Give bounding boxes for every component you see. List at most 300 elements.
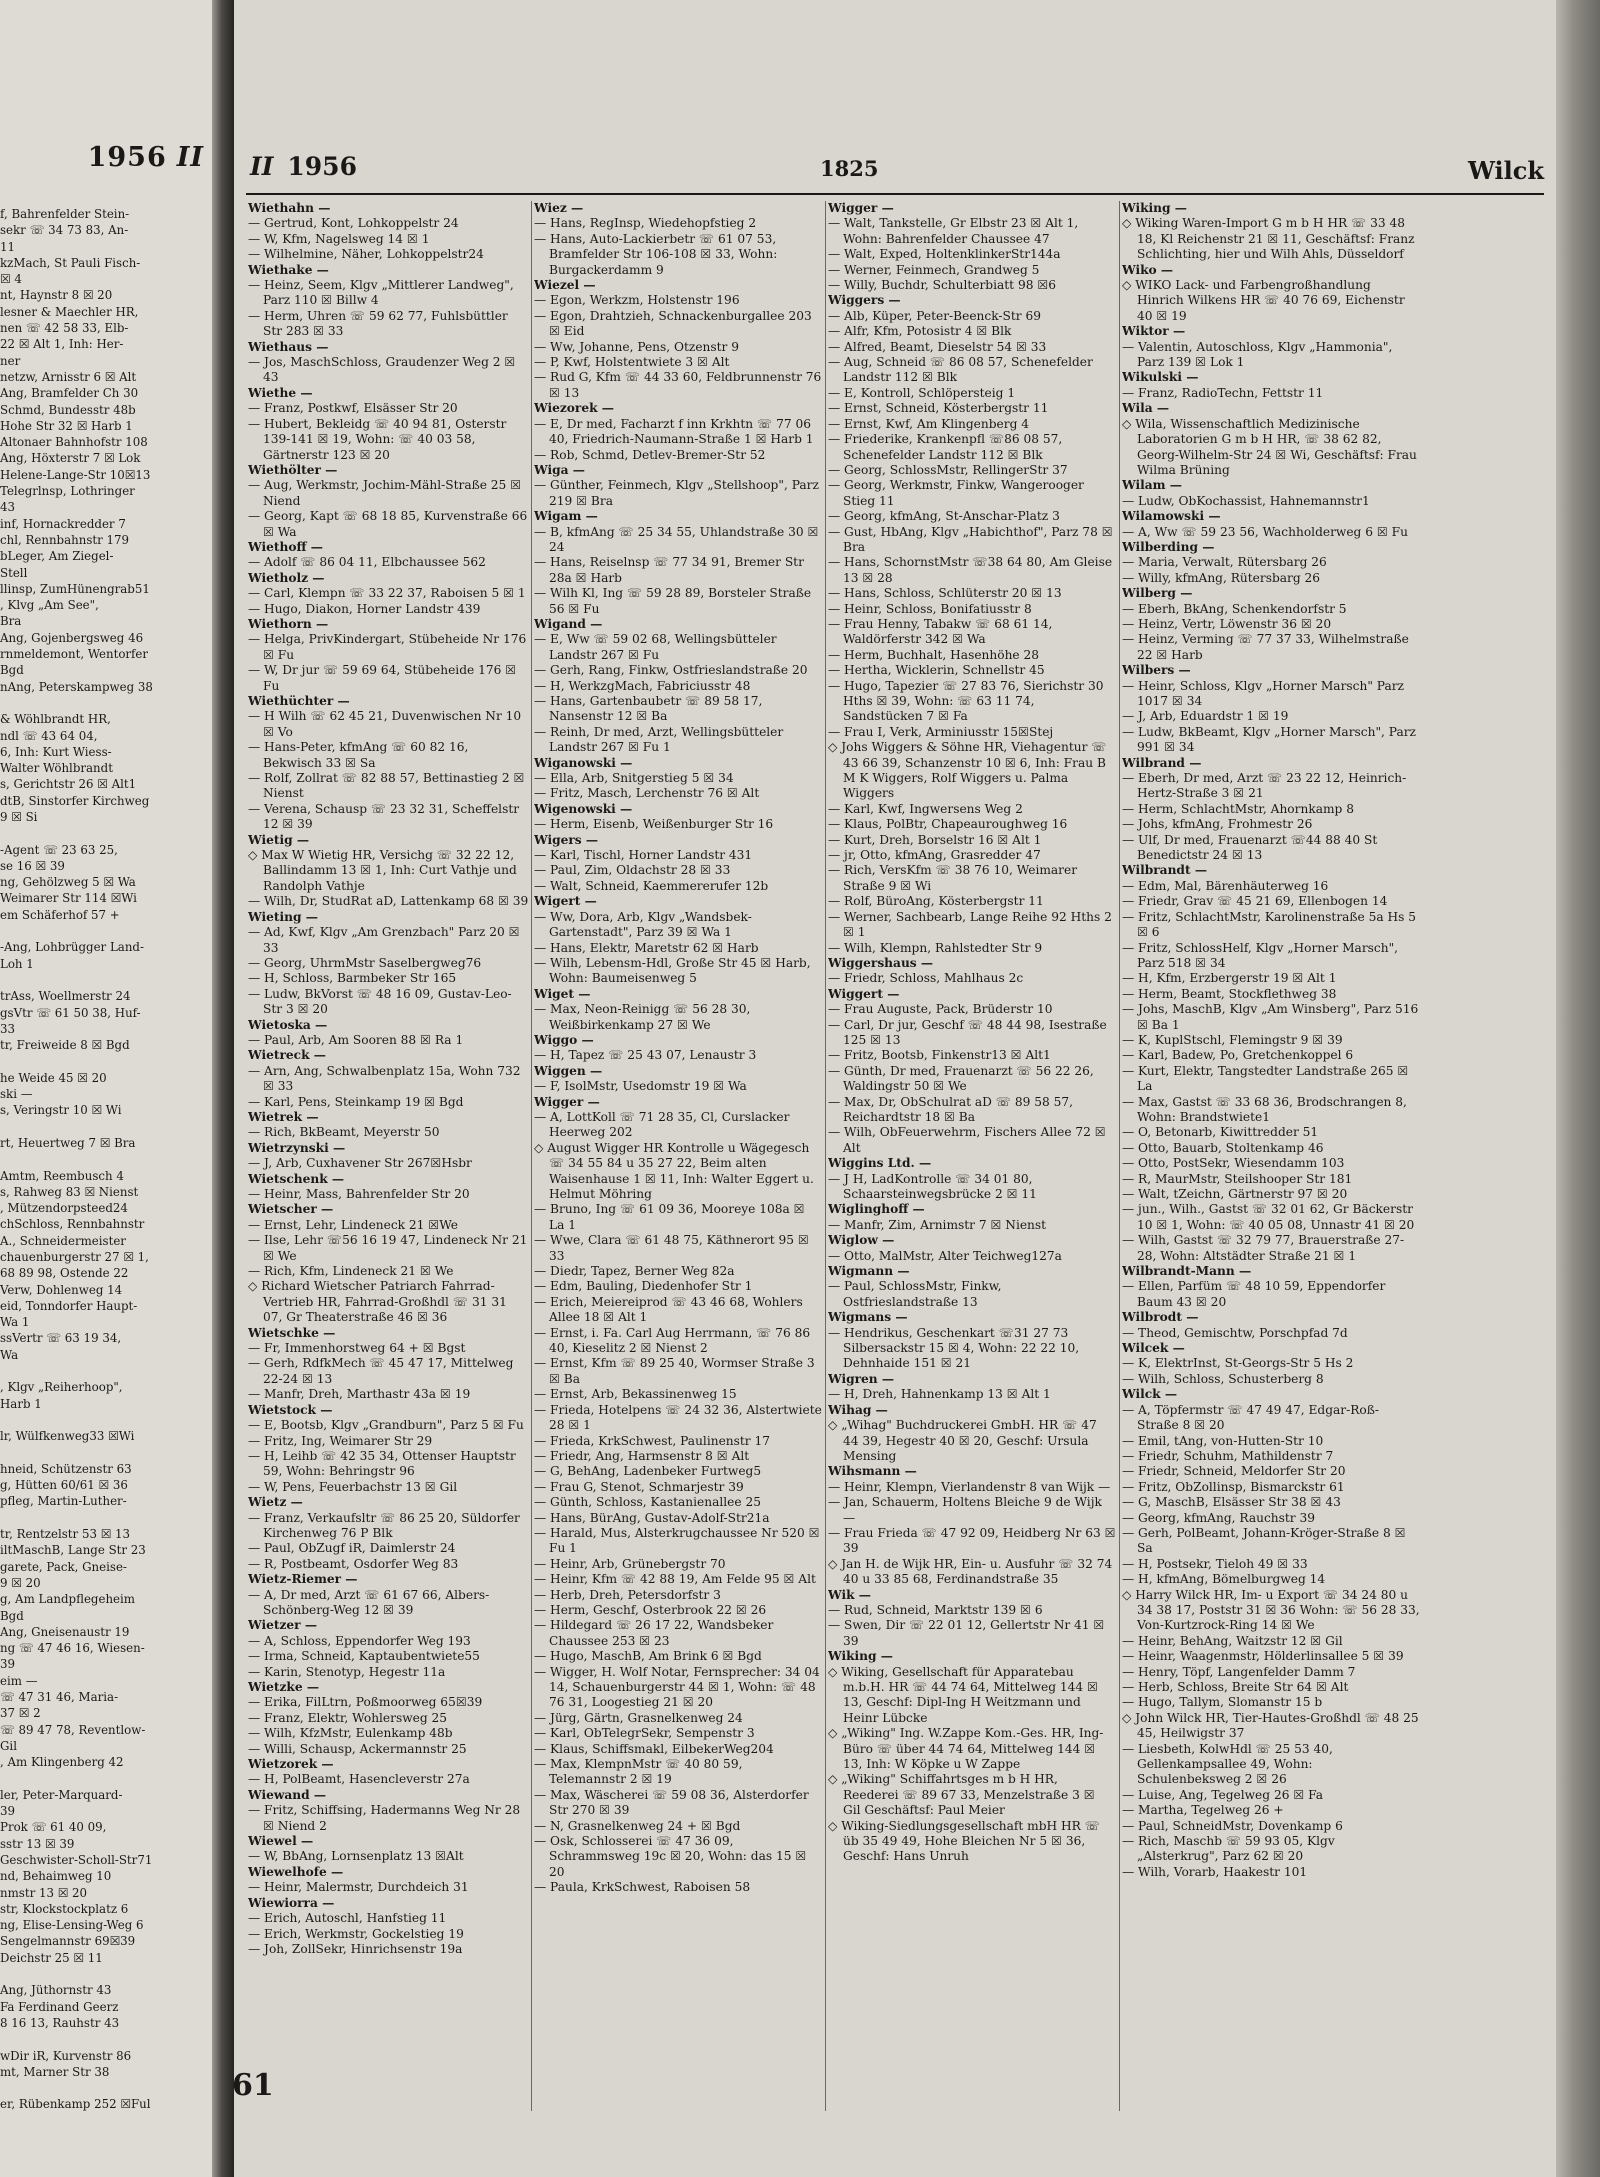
directory-entry: — Rolf, Zollrat ☏ 82 88 57, Bettinastieg 2 ☒ Nienst <box>248 771 525 801</box>
left-page-line <box>0 2080 210 2096</box>
surname-heading: Wiglow — <box>828 1233 895 1248</box>
surname-heading: Wiganowski — <box>534 755 633 770</box>
directory-entry: — Wilh, Schloss, Schusterberg 8 <box>1122 1371 1324 1386</box>
surname-heading: Wilbrand — <box>1122 755 1202 770</box>
directory-entry: — Max, Dr, ObSchulrat aD ☏ 89 58 57, Reichardtstr 18 ☒ Ba <box>828 1094 1074 1124</box>
left-page-line: pfleg, Martin-Luther- <box>0 1494 127 1509</box>
left-page-line: bLeger, Am Ziegel- <box>0 549 114 564</box>
directory-entry: — Rob, Schmd, Detlev-Bremer-Str 52 <box>534 447 766 462</box>
directory-entry: — Frieda, KrkSchwest, Paulinenstr 17 <box>534 1433 770 1448</box>
surname-heading: Wietig — <box>248 832 310 847</box>
left-page-line: lr, Wülfkenweg33 ☒Wi <box>0 1429 135 1444</box>
surname-heading: Wigam — <box>534 509 598 524</box>
directory-entry: — Willy, Buchdr, Schulterbiatt 98 ☒6 <box>828 278 1057 293</box>
left-page-line: Verw, Dohlenweg 14 <box>0 1282 123 1297</box>
left-page-line: 33 <box>0 1021 16 1036</box>
directory-entry: — Heinr, Arb, Grünebergstr 70 <box>534 1556 726 1571</box>
directory-entry: — Herm, Geschf, Osterbrook 22 ☒ 26 <box>534 1602 767 1617</box>
left-page-line: tr, Freiweide 8 ☒ Bgd <box>0 1038 130 1053</box>
left-page-line: Ang, Bramfelder Ch 30 <box>0 386 139 401</box>
left-page-line: nAng, Peterskampweg 38 <box>0 679 153 694</box>
directory-entry: — Willi, Schausp, Ackermannstr 25 <box>248 1741 467 1756</box>
directory-entry: — Ludw, BkVorst ☏ 48 16 09, Gustav-Leo-Str 3 ☒ 20 <box>248 986 512 1017</box>
directory-entry: — Herb, Dreh, Petersdorfstr 3 <box>534 1587 721 1602</box>
directory-entry: — Hildegard ☏ 26 17 22, Wandsbeker Chaussee 253 ☒ 23 <box>534 1618 774 1648</box>
left-page-line: , Klgv „Reiherhoop", <box>0 1380 123 1395</box>
left-page-line: 39 <box>0 1657 16 1672</box>
left-page <box>0 0 212 2177</box>
directory-entry: — E, Kontroll, Schlöpersteig 1 <box>828 385 1016 400</box>
surname-heading: Wilbrodt — <box>1122 1310 1199 1325</box>
directory-entry: ◇ August Wigger HR Kontrolle u Wägegesch ☏ 34 55 84 u 35 27 22, Beim alten Waisenhause 1 ☒ 11, Inh: Walter Eggert u. Helmut Möhring <box>534 1140 814 1201</box>
left-page-line: Deichstr 25 ☒ 11 <box>0 1950 103 1965</box>
directory-entry: — Fr, Immenhorstweg 64 + ☒ Bgst <box>248 1341 466 1356</box>
directory-entry: — Franz, Verkaufsltr ☏ 86 25 20, Süldorfer Kirchenweg 76 P Blk <box>248 1510 520 1540</box>
directory-entry: — Rud G, Kfm ☏ 44 33 60, Feldbrunnenstr 76 ☒ 13 <box>534 370 822 400</box>
directory-entry: — R, MaurMstr, Steilshooper Str 181 <box>1122 1171 1353 1186</box>
left-page-line: ng ☏ 47 46 16, Wiesen- <box>0 1641 145 1656</box>
directory-entry: — Egon, Werkzm, Holstenstr 196 <box>534 293 740 308</box>
directory-entry: — Swen, Dir ☏ 22 01 12, Gellertstr Nr 41 ☒ 39 <box>828 1618 1105 1648</box>
directory-entry: ◇ Harry Wilck HR, Im- u Export ☏ 34 24 80 u 34 38 17, Poststr 31 ☒ 36 Wohn: ☏ 56 28 33, Von-Kurtzrock-Ring 14 ☒ We <box>1122 1587 1420 1633</box>
left-page-line: 68 89 98, Ostende 22 <box>0 1266 129 1281</box>
surname-heading: Wihsmann — <box>828 1464 917 1479</box>
directory-entry: — Irma, Schneid, Kaptaubentwiete55 <box>248 1649 480 1664</box>
directory-entry: — Hans, SchornstMstr ☏38 64 80, Am Gleise 13 ☒ 28 <box>828 555 1113 585</box>
directory-entry: — Jürg, Gärtn, Grasnelkenweg 24 <box>534 1710 743 1725</box>
left-page-line: rnmeldemont, Wentorfer <box>0 647 149 662</box>
directory-entry: — Georg, kfmAng, St-Anschar-Platz 3 <box>828 509 1060 524</box>
surname-heading: Wikulski — <box>1122 370 1199 385</box>
directory-entry: — Heinr, Kfm ☏ 42 88 19, Am Felde 95 ☒ Alt <box>534 1572 816 1587</box>
left-page-line: str, Klockstockplatz 6 <box>0 1901 129 1916</box>
directory-entry: ◇ „Wiking" Ing. W.Zappe Kom.-Ges. HR, Ing-Büro ☏ über 44 74 64, Mittelweg 144 ☒ 13, Inh: W Köpke u W Zappe <box>828 1726 1104 1772</box>
left-page-line: garete, Pack, Gneise- <box>0 1559 127 1574</box>
left-page-line: -Agent ☏ 23 63 25, <box>0 842 118 857</box>
directory-entry: — H, Schloss, Barmbeker Str 165 <box>248 971 457 986</box>
directory-entry: — Herm, Buchhalt, Hasenhöhe 28 <box>828 647 1040 662</box>
left-page-line: Telegrlnsp, Lothringer <box>0 484 135 499</box>
directory-entry: — Heinr, Klempn, Vierlandenstr 8 van Wijk — <box>828 1479 1111 1494</box>
directory-entry: — Frau Frieda ☏ 47 92 09, Heidberg Nr 63 ☒ 39 <box>828 1525 1116 1556</box>
left-page-line <box>0 1445 210 1461</box>
directory-entry: — Johs, MaschB, Klgv „Am Winsberg", Parz 516 ☒ Ba 1 <box>1122 1002 1419 1032</box>
directory-entry: — Paul, Arb, Am Sooren 88 ☒ Ra 1 <box>248 1032 464 1047</box>
surname-heading: Wiewiorra — <box>248 1895 335 1910</box>
surname-heading: Wigren — <box>828 1371 895 1386</box>
directory-entry: — H Wilh ☏ 62 45 21, Duvenwischen Nr 10 ☒ Vo <box>248 709 522 739</box>
left-page-line: iltMaschB, Lange Str 23 <box>0 1543 146 1558</box>
left-page-line: ndl ☏ 43 64 04, <box>0 728 98 743</box>
directory-entry: — Ernst, Arb, Bekassinenweg 15 <box>534 1387 737 1402</box>
directory-entry: — Diedr, Tapez, Berner Weg 82a <box>534 1264 735 1279</box>
left-page-line: er, Rübenkamp 252 ☒Ful <box>0 2097 151 2112</box>
directory-entry: — Karl, Badew, Po, Gretchenkoppel 6 <box>1122 1048 1354 1063</box>
directory-entry: — Valentin, Autoschloss, Klgv „Hammonia", Parz 139 ☒ Lok 1 <box>1122 339 1393 370</box>
left-page-line: g, Am Landpflegeheim <box>0 1592 135 1607</box>
directory-entry: — Bruno, Ing ☏ 61 09 36, Mooreye 108a ☒ La 1 <box>534 1202 805 1232</box>
surname-heading: Wieting — <box>248 909 318 924</box>
surname-heading: Wiga — <box>534 462 585 477</box>
directory-entry: — Max, KlempnMstr ☏ 40 80 59, Telemannstr 2 ☒ 19 <box>534 1757 743 1787</box>
left-page-year: 1956 <box>87 142 167 173</box>
surname-heading: Wietstock — <box>248 1402 333 1417</box>
directory-entry: — Hans, Auto-Lackierbetr ☏ 61 07 53, Bramfelder Str 106-108 ☒ 33, Wohn: Burgackerdamm 9 <box>534 231 778 277</box>
right-page <box>234 0 1600 2177</box>
directory-entry: — Friedr, Schuhm, Mathildenstr 7 <box>1122 1448 1334 1463</box>
directory-entry: — Rich, Kfm, Lindeneck 21 ☒ We <box>248 1264 454 1279</box>
left-page-line: nt, Haynstr 8 ☒ 20 <box>0 288 113 303</box>
directory-entry: — Georg, SchlossMstr, RellingerStr 37 <box>828 462 1068 477</box>
surname-heading: Wiking — <box>1122 201 1187 215</box>
left-page-line: ssVertr ☏ 63 19 34, <box>0 1331 122 1346</box>
directory-entry: — Karl, ObTelegrSekr, Sempenstr 3 <box>534 1726 755 1741</box>
directory-entry: — Johs, kfmAng, Frohmestr 26 <box>1122 817 1313 832</box>
directory-entry: — Frau Henny, Tabakw ☏ 68 61 14, Waldörferstr 342 ☒ Wa <box>828 616 1053 647</box>
directory-entry: — G, MaschB, Elsässer Str 38 ☒ 43 <box>1122 1495 1341 1510</box>
left-page-line: Geschwister-Scholl-Str71 <box>0 1852 153 1867</box>
directory-entry: — K, ElektrInst, St-Georgs-Str 5 Hs 2 <box>1122 1356 1354 1371</box>
directory-entry: — Georg, UhrmMstr Saselbergweg76 <box>248 955 482 970</box>
directory-entry: — Heinr, Schloss, Bonifatiusstr 8 <box>828 601 1032 616</box>
left-page-line: 8 16 13, Rauhstr 43 <box>0 2015 120 2030</box>
directory-entry: — Hugo, Tapezier ☏ 27 83 76, Sierichstr 30 Hths ☒ 39, Wohn: ☏ 63 11 74, Sandstücken 7 ☒ Fa <box>828 678 1104 724</box>
surname-heading: Wietz — <box>248 1495 303 1510</box>
surname-heading: Wiethaus — <box>248 339 329 354</box>
surname-heading: Wik — <box>828 1587 871 1602</box>
directory-entry: — Erich, Werkmstr, Gockelstieg 19 <box>248 1926 464 1941</box>
directory-entry: — Wilh, KfzMstr, Eulenkamp 48b <box>248 1726 453 1741</box>
directory-entry: — Ellen, Parfüm ☏ 48 10 59, Eppendorfer Baum 43 ☒ 20 <box>1122 1279 1386 1309</box>
surname-heading: Wiking — <box>828 1649 893 1664</box>
directory-entry: — Heinr, Mass, Bahrenfelder Str 20 <box>248 1187 470 1201</box>
left-page-line: Ang, Jüthornstr 43 <box>0 1983 112 1998</box>
directory-entry: — Heinz, Seem, Klgv „Mittlerer Landweg", Parz 110 ☒ Billw 4 <box>248 278 514 308</box>
surname-heading: Wiethoff — <box>248 539 323 554</box>
directory-entry: — Ww, Johanne, Pens, Otzenstr 9 <box>534 339 740 354</box>
left-page-line: nen ☏ 42 58 33, Elb- <box>0 321 129 336</box>
left-page-line: Loh 1 <box>0 956 34 971</box>
directory-entry: — F, IsolMstr, Usedomstr 19 ☒ Wa <box>534 1079 747 1094</box>
directory-entry: — H, Leihb ☏ 42 35 34, Ottenser Hauptstr 59, Wohn: Behringstr 96 <box>248 1448 516 1479</box>
left-page-line: Wa 1 <box>0 1315 30 1330</box>
left-page-line: Altonaer Bahnhofstr 108 <box>0 435 148 450</box>
directory-entry: — Fritz, Ing, Weimarer Str 29 <box>248 1433 433 1448</box>
surname-heading: Wigand — <box>534 616 603 631</box>
directory-entry: ◇ Wiking, Gesellschaft für Apparatebau m.b.H. HR ☏ 44 74 64, Mittelweg 144 ☒ 13, Geschf: Dipl-Ing H Weitzmann und Heinr Lübcke <box>828 1664 1098 1725</box>
left-page-line: ng, Elise-Lensing-Weg 6 <box>0 1918 144 1933</box>
left-page-line <box>0 825 210 841</box>
left-page-part: II <box>176 142 204 173</box>
directory-entry: — Henry, Töpf, Langenfelder Damm 7 <box>1122 1664 1356 1679</box>
surname-heading: Wiggins Ltd. — <box>828 1156 932 1171</box>
directory-entry: ◇ Wila, Wissenschaftlich Medizinische Laboratorien G m b H HR, ☏ 38 62 82, Georg-Wilhelm-Str 24 ☒ Wi, Geschäftsf: Frau Wilma Brüning <box>1122 416 1417 477</box>
directory-entry: — O, Betonarb, Kiwittredder 51 <box>1122 1125 1319 1140</box>
directory-entry: — Hans, Reiselnsp ☏ 77 34 91, Bremer Str 28a ☒ Harb <box>534 555 804 585</box>
left-page-column <box>0 206 210 2113</box>
directory-entry: — Friedr, Grav ☏ 45 21 69, Ellenbogen 14 <box>1122 894 1388 909</box>
directory-entry: — Otto, Bauarb, Stoltenkamp 46 <box>1122 1140 1324 1155</box>
left-page-line: , Am Klingenberg 42 <box>0 1755 124 1770</box>
directory-entry: — Franz, RadioTechn, Fettstr 11 <box>1122 385 1324 400</box>
directory-entry: — Otto, PostSekr, Wiesendamm 103 <box>1122 1156 1345 1171</box>
page-number: 1825 <box>820 156 879 181</box>
directory-entry: — Ulf, Dr med, Frauenarzt ☏44 88 40 St Benedictstr 24 ☒ 13 <box>1122 832 1378 863</box>
directory-entry: — Fritz, SchlachtMstr, Karolinenstraße 5a Hs 5 ☒ 6 <box>1122 909 1417 940</box>
directory-entry: — Ernst, i. Fa. Carl Aug Herrmann, ☏ 76 86 40, Kieselitz 2 ☒ Nienst 2 <box>534 1325 811 1356</box>
surname-heading: Wietscher — <box>248 1202 334 1217</box>
directory-entry: — Herb, Schloss, Breite Str 64 ☒ Alt <box>1122 1680 1349 1694</box>
directory-column-3 <box>828 201 1116 1865</box>
directory-entry: — Jos, MaschSchloss, Graudenzer Weg 2 ☒ 43 <box>248 355 516 385</box>
directory-entry: — Georg, kfmAng, Rauchstr 39 <box>1122 1510 1315 1525</box>
surname-heading: Wihag — <box>828 1402 888 1417</box>
left-page-line: 11 <box>0 239 16 254</box>
left-page-line: 43 <box>0 500 16 515</box>
directory-entry: — Heinr, Malermstr, Durchdeich 31 <box>248 1880 469 1895</box>
directory-entry: — Friederike, Krankenpfl ☏86 08 57, Schenefelder Landstr 112 ☒ Blk <box>828 432 1063 462</box>
directory-entry: — H, kfmAng, Bömelburgweg 14 <box>1122 1572 1326 1587</box>
surname-heading: Wietschke — <box>248 1325 336 1340</box>
directory-entry: — Hans, RegInsp, Wiedehopfstieg 2 <box>534 216 757 231</box>
directory-entry: — Hugo, Diakon, Horner Landstr 439 <box>248 601 481 616</box>
directory-entry: — Verena, Schausp ☏ 23 32 31, Scheffelstr 12 ☒ 39 <box>248 801 520 832</box>
surname-heading: Wiez — <box>534 201 584 215</box>
directory-entry: — Ella, Arb, Snitgerstieg 5 ☒ 34 <box>534 771 734 786</box>
left-page-line <box>0 972 210 988</box>
directory-entry: — Wigger, H. Wolf Notar, Fernsprecher: 34 04 14, Schauenburgerstr 44 ☒ 1, Wohn: ☏ 48 76 31, Loogestieg 21 ☒ 20 <box>534 1664 820 1710</box>
directory-entry: — Hans, Gartenbaubetr ☏ 89 58 17, Nansenstr 12 ☒ Ba <box>534 694 763 724</box>
left-page-line: Hohe Str 32 ☒ Harb 1 <box>0 418 133 433</box>
directory-column-1 <box>248 201 530 1957</box>
left-page-line: Amtm, Reembusch 4 <box>0 1168 124 1183</box>
surname-heading: Wiethake — <box>248 262 329 277</box>
directory-entry: — Aug, Werkmstr, Jochim-Mähl-Straße 25 ☒ Niend <box>248 478 522 508</box>
left-page-line <box>0 1151 210 1167</box>
left-page-line: kzMach, St Pauli Fisch- <box>0 255 141 270</box>
directory-entry: — Fritz, ObZollinsp, Bismarckstr 61 <box>1122 1479 1345 1494</box>
surname-heading: Wiethe — <box>248 385 313 400</box>
directory-entry: — E, Ww ☏ 59 02 68, Wellingsbütteler Landstr 267 ☒ Fu <box>534 632 777 662</box>
directory-entry: — Alb, Küper, Peter-Beenck-Str 69 <box>828 308 1041 323</box>
column-separator <box>825 201 826 2111</box>
surname-heading: Wila — <box>1122 401 1170 416</box>
directory-entry: — Paul, SchneidMstr, Dovenkamp 6 <box>1122 1818 1343 1833</box>
left-page-line: tr, Rentzelstr 53 ☒ 13 <box>0 1527 131 1542</box>
directory-entry: — Gerh, RdfkMech ☏ 45 47 17, Mittelweg 22-24 ☒ 13 <box>248 1356 514 1386</box>
directory-entry: — Günther, Feinmech, Klgv „Stellshoop", Parz 219 ☒ Bra <box>534 478 819 508</box>
directory-entry: — Georg, Kapt ☏ 68 18 85, Kurvenstraße 66 ☒ Wa <box>248 509 528 539</box>
directory-entry: — Wilh, Vorarb, Haakestr 101 <box>1122 1864 1308 1879</box>
directory-entry: — H, Postsekr, Tieloh 49 ☒ 33 <box>1122 1556 1308 1571</box>
directory-entry: — Herm, Uhren ☏ 59 62 77, Fuhlsbüttler Str 283 ☒ 33 <box>248 308 508 339</box>
directory-entry: — Arn, Ang, Schwalbenplatz 15a, Wohn 732 ☒ 33 <box>248 1063 521 1094</box>
left-page-line: Bra <box>0 614 22 629</box>
directory-entry: — Max, Gastst ☏ 33 68 36, Brodschrangen 8, Wohn: Brandstwiete1 <box>1122 1094 1407 1124</box>
left-page-line: ng, Gehölzweg 5 ☒ Wa <box>0 875 136 890</box>
surname-heading: Wiewelhofe — <box>248 1864 344 1879</box>
directory-entry: — Hertha, Wicklerin, Schnellstr 45 <box>828 663 1045 678</box>
directory-entry: — Walt, Schneid, Kaemmererufer 12b <box>534 878 769 893</box>
surname-heading: Wiethölter — <box>248 462 338 477</box>
surname-heading: Wiggo — <box>534 1032 594 1047</box>
surname-heading: Wiewand — <box>248 1787 327 1802</box>
left-page-line: chSchloss, Rennbahnstr <box>0 1217 145 1232</box>
directory-entry: — Maria, Verwalt, Rütersbarg 26 <box>1122 555 1327 570</box>
surname-heading: Wigger — <box>534 1094 600 1109</box>
surname-heading: Wilck — <box>1122 1387 1178 1402</box>
left-page-line: 6, Inh: Kurt Wiess- <box>0 744 112 759</box>
column-separator <box>1119 201 1120 2111</box>
directory-entry: — Karl, Kwf, Ingwersens Weg 2 <box>828 801 1023 816</box>
left-page-line <box>0 695 210 711</box>
left-page-line <box>0 1119 210 1135</box>
directory-entry: — Erich, Meiereiprod ☏ 43 46 68, Wohlers Allee 18 ☒ Alt 1 <box>534 1294 803 1325</box>
directory-entry: — Harald, Mus, Alsterkrugchaussee Nr 520 ☒ Fu 1 <box>534 1525 820 1556</box>
directory-entry: — Ww, Dora, Arb, Klgv „Wandsbek-Gartenstadt", Parz 39 ☒ Wa 1 <box>534 909 752 940</box>
directory-entry: — Rich, BkBeamt, Meyerstr 50 <box>248 1125 440 1140</box>
directory-entry: — W, Pens, Feuerbachstr 13 ☒ Gil <box>248 1479 458 1494</box>
directory-entry: — K, KuplStschl, Flemingstr 9 ☒ 39 <box>1122 1032 1343 1047</box>
surname-heading: Wietrzynski — <box>248 1140 346 1155</box>
left-page-line: 22 ☒ Alt 1, Inh: Her- <box>0 337 124 352</box>
directory-entry: — Fritz, Bootsb, Finkenstr13 ☒ Alt1 <box>828 1048 1051 1063</box>
directory-entry: — A, Ww ☏ 59 23 56, Wachholderweg 6 ☒ Fu <box>1122 524 1408 539</box>
directory-entry: — Friedr, Ang, Harmsenstr 8 ☒ Alt <box>534 1448 750 1463</box>
directory-entry: — Heinr, Schloss, Klgv „Horner Marsch" Parz 1017 ☒ 34 <box>1122 678 1404 708</box>
directory-entry: — Paula, KrkSchwest, Raboisen 58 <box>534 1880 751 1895</box>
directory-entry: — Friedr, Schloss, Mahlhaus 2c <box>828 971 1024 986</box>
footer-page-marker: 61 <box>232 2068 274 2103</box>
directory-entry: — Heinr, Waagenmstr, Hölderlinsallee 5 ☒ 39 <box>1122 1649 1404 1664</box>
surname-heading: Wietz-Riemer — <box>248 1572 358 1587</box>
left-page-line: -Ang, Lohbrügger Land- <box>0 940 144 955</box>
surname-heading: Wietholz — <box>248 570 325 585</box>
directory-entry: — Luise, Ang, Tegelweg 26 ☒ Fa <box>1122 1787 1324 1802</box>
left-page-line: sekr ☏ 34 73 83, An- <box>0 223 129 238</box>
directory-entry: — Karl, Pens, Steinkamp 19 ☒ Bgd <box>248 1094 464 1109</box>
directory-entry: — J H, LadKontrolle ☏ 34 01 80, Schaarsteinwegsbrücke 2 ☒ 11 <box>828 1171 1037 1201</box>
directory-entry: — Klaus, PolBtr, Chapeauroughweg 16 <box>828 817 1068 832</box>
directory-entry: — Willy, kfmAng, Rütersbarg 26 <box>1122 570 1321 585</box>
directory-entry: ◇ Wiking Waren-Import G m b H HR ☏ 33 48 18, Kl Reichenstr 21 ☒ 11, Geschäftsf: Franz Schlichting, hier und Wilh Ahls, Düsseldorf <box>1122 216 1415 262</box>
directory-entry: — Franz, Postkwf, Elsässer Str 20 <box>248 401 458 416</box>
left-page-line: Prok ☏ 61 40 09, <box>0 1820 107 1835</box>
surname-heading: Wigmann — <box>828 1264 910 1279</box>
directory-entry: — Karin, Stenotyp, Hegestr 11a <box>248 1664 446 1679</box>
left-page-line <box>0 923 210 939</box>
left-page-line: chauenburgerstr 27 ☒ 1, <box>0 1250 149 1264</box>
directory-entry: — Wilh, ObFeuerwehrm, Fischers Allee 72 ☒ Alt <box>828 1125 1106 1155</box>
directory-entry: — Werner, Feinmech, Grandweg 5 <box>828 262 1040 277</box>
directory-entry: — Ernst, Kfm ☏ 89 25 40, Wormser Straße 3 ☒ Ba <box>534 1356 815 1386</box>
directory-entry: — Heinr, BehAng, Waitzstr 12 ☒ Gil <box>1122 1633 1343 1648</box>
left-page-line: Gil <box>0 1738 17 1753</box>
header-keyword: Wilck <box>1467 156 1544 185</box>
directory-entry: — Paul, ObZugf iR, Daimlerstr 24 <box>248 1541 456 1556</box>
directory-entry: — Aug, Schneid ☏ 86 08 57, Schenefelder Landstr 112 ☒ Blk <box>828 355 1093 385</box>
left-page-line: ner <box>0 353 21 368</box>
directory-entry: ◇ WIKO Lack- und Farbengroßhandlung Hinrich Wilkens HR ☏ 40 76 69, Eichenstr 40 ☒ 19 <box>1122 278 1405 323</box>
surname-heading: Wilbrandt-Mann — <box>1122 1264 1252 1279</box>
surname-heading: Wiktor — <box>1122 324 1186 339</box>
directory-entry: — Hendrikus, Geschenkart ☏31 27 73 Silbersackstr 15 ☒ 4, Wohn: 22 22 10, Dehnhaide 151 ☒ 21 <box>828 1325 1080 1371</box>
directory-entry: — Otto, MalMstr, Alter Teichweg127a <box>828 1248 1062 1263</box>
directory-entry: — G, BehAng, Ladenbeker Furtweg5 <box>534 1464 762 1479</box>
directory-entry: — Wilh, Dr, StudRat aD, Lattenkamp 68 ☒ 39 <box>248 894 529 909</box>
surname-heading: Wiko — <box>1122 262 1174 277</box>
directory-entry: — Ernst, Lehr, Lindeneck 21 ☒We <box>248 1217 458 1232</box>
surname-heading: Wietrek — <box>248 1109 319 1124</box>
left-page-line: sstr 13 ☒ 39 <box>0 1836 75 1851</box>
directory-entry: — H, WerkzgMach, Fabriciusstr 48 <box>534 678 751 693</box>
directory-entry: — Jan, Schauerm, Holtens Bleiche 9 de Wijk — <box>828 1495 1102 1525</box>
directory-entry: — jr, Otto, kfmAng, Grasredder 47 <box>828 848 1041 863</box>
directory-entry: — Günth, Schloss, Kastanienallee 25 <box>534 1495 761 1510</box>
directory-entry: — Gust, HbAng, Klgv „Habichthof", Parz 78 ☒ Bra <box>828 524 1113 554</box>
directory-entry: — Rolf, BüroAng, Kösterbergstr 11 <box>828 894 1044 909</box>
directory-entry: — Heinz, Verming ☏ 77 37 33, Wilhelmstraße 22 ☒ Harb <box>1122 632 1409 662</box>
directory-entry: — Herm, SchlachtMstr, Ahornkamp 8 <box>1122 801 1354 816</box>
directory-entry: ◇ Jan H. de Wijk HR, Ein- u. Ausfuhr ☏ 32 74 40 u 33 85 68, Ferdinandstraße 35 <box>828 1556 1113 1587</box>
left-page-line: trAss, Woellmerstr 24 <box>0 989 131 1004</box>
surname-heading: Wilbrandt — <box>1122 863 1208 878</box>
surname-heading: Wiggers — <box>828 293 901 308</box>
directory-entry: — Ilse, Lehr ☏56 16 19 47, Lindeneck Nr 21 ☒ We <box>248 1233 528 1263</box>
directory-entry: — H, Tapez ☏ 25 43 07, Lenaustr 3 <box>534 1048 757 1063</box>
left-page-line: se 16 ☒ 39 <box>0 858 65 873</box>
surname-heading: Wiggert — <box>828 986 900 1001</box>
left-page-line: Schmd, Bundesstr 48b <box>0 402 136 417</box>
directory-entry: — Frau I, Verk, Arminiusstr 15☒Stej <box>828 724 1054 739</box>
directory-entry: — E, Dr med, Facharzt f inn Krkhtn ☏ 77 06 40, Friedrich-Naumann-Straße 1 ☒ Harb 1 <box>534 416 814 447</box>
directory-entry: — R, Postbeamt, Osdorfer Weg 83 <box>248 1556 459 1571</box>
surname-heading: Wilcek — <box>1122 1341 1185 1356</box>
directory-entry: ◇ Wiking-Siedlungsgesellschaft mbH HR ☏ üb 35 49 49, Hohe Bleichen Nr 5 ☒ 36, Geschf: Hans Unruh <box>828 1818 1100 1864</box>
surname-heading: Wiggen — <box>534 1063 603 1078</box>
directory-entry: — Edm, Bauling, Diedenhofer Str 1 <box>534 1279 753 1294</box>
surname-heading: Wietschenk — <box>248 1171 345 1186</box>
directory-entry: — N, Grasnelkenweg 24 + ☒ Bgd <box>534 1818 741 1833</box>
left-page-line: , Klvg „Am See", <box>0 598 99 613</box>
header-part: II <box>250 152 274 181</box>
directory-entry: — Eberh, BkAng, Schenkendorfstr 5 <box>1122 601 1347 616</box>
directory-entry: — W, BbAng, Lornsenplatz 13 ☒Alt <box>248 1849 464 1864</box>
left-page-line <box>0 1412 210 1428</box>
left-page-line: , Mützendorpsteed24 <box>0 1201 128 1216</box>
left-page-line: Wa <box>0 1347 19 1362</box>
directory-entry: — Helga, PrivKindergart, Stübeheide Nr 176 ☒ Fu <box>248 632 527 662</box>
directory-entry: — Karl, Tischl, Horner Landstr 431 <box>534 848 753 863</box>
surname-heading: Wigers — <box>534 832 599 847</box>
surname-heading: Wilberding — <box>1122 539 1215 554</box>
surname-heading: Wiethahn — <box>248 201 331 215</box>
directory-entry: — W, Kfm, Nagelsweg 14 ☒ 1 <box>248 231 430 246</box>
directory-entry: — Friedr, Schneid, Meldorfer Str 20 <box>1122 1464 1346 1479</box>
left-page-line: rt, Heuertweg 7 ☒ Bra <box>0 1135 136 1150</box>
directory-entry: — Georg, Werkmstr, Finkw, Wangerooger Stieg 11 <box>828 478 1084 508</box>
directory-entry: — Hans, Elektr, Maretstr 62 ☒ Harb <box>534 940 759 955</box>
directory-entry: — Gerh, PolBeamt, Johann-Kröger-Straße 8 ☒ Sa <box>1122 1525 1406 1556</box>
left-page-line: em Schäferhof 57 + <box>0 907 120 922</box>
left-page-line: hneid, Schützenstr 63 <box>0 1461 132 1476</box>
left-page-line: ☏ 47 31 46, Maria- <box>0 1690 119 1705</box>
left-page-line: llinsp, ZumHünengrab51 <box>0 581 150 596</box>
left-page-line: wDir iR, Kurvenstr 86 <box>0 2048 132 2063</box>
left-page-line: 9 ☒ Si <box>0 809 38 824</box>
left-page-line: chl, Rennbahnstr 179 <box>0 532 130 547</box>
directory-entry: ◇ Richard Wietscher Patriarch Fahrrad-Vertrieb HR, Fahrrad-Großhdl ☏ 31 31 07, Gr Theaterstraße 46 ☒ 36 <box>248 1279 507 1325</box>
